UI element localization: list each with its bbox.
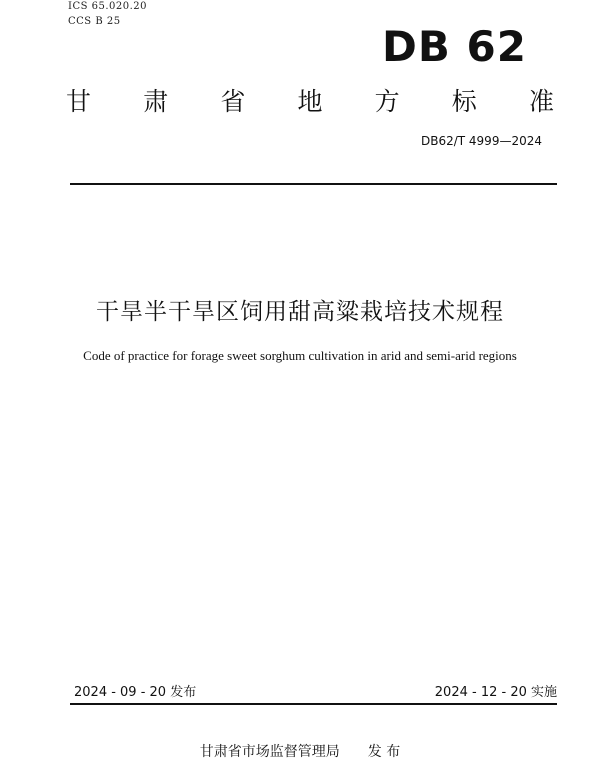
- standard-type-heading: [66, 87, 554, 117]
- standard-type-char: 方: [374, 87, 400, 116]
- publish-date: 2024 - 09 - 20 发布: [74, 685, 197, 700]
- issuer: 甘肃省市场监督管理局 发 布: [199, 744, 401, 760]
- title-english: Code of practice for forage sweet sorghum cultivation in arid and semi-arid regions: [83, 348, 517, 363]
- standard-type-char: 准: [528, 87, 554, 116]
- standard-type-char: 甘: [66, 87, 92, 116]
- implement-date: 2024 - 12 - 20 实施: [434, 685, 557, 700]
- ics-code: ICS 65.020.20: [68, 1, 148, 12]
- standard-type-char: 省: [220, 87, 246, 116]
- standard-type-char: 标: [451, 87, 477, 116]
- standard-code: DB62/T 4999—2024: [420, 134, 542, 148]
- ccs-code: CCS B 25: [68, 16, 121, 27]
- title-chinese: 干旱半干旱区饲用甜高粱栽培技术规程: [96, 299, 504, 325]
- bottom-divider: [70, 703, 557, 705]
- standard-type-char: 肃: [143, 87, 169, 116]
- db-logo: DB 62: [382, 22, 527, 71]
- top-divider: [70, 183, 557, 185]
- standard-type-char: 地: [297, 87, 323, 116]
